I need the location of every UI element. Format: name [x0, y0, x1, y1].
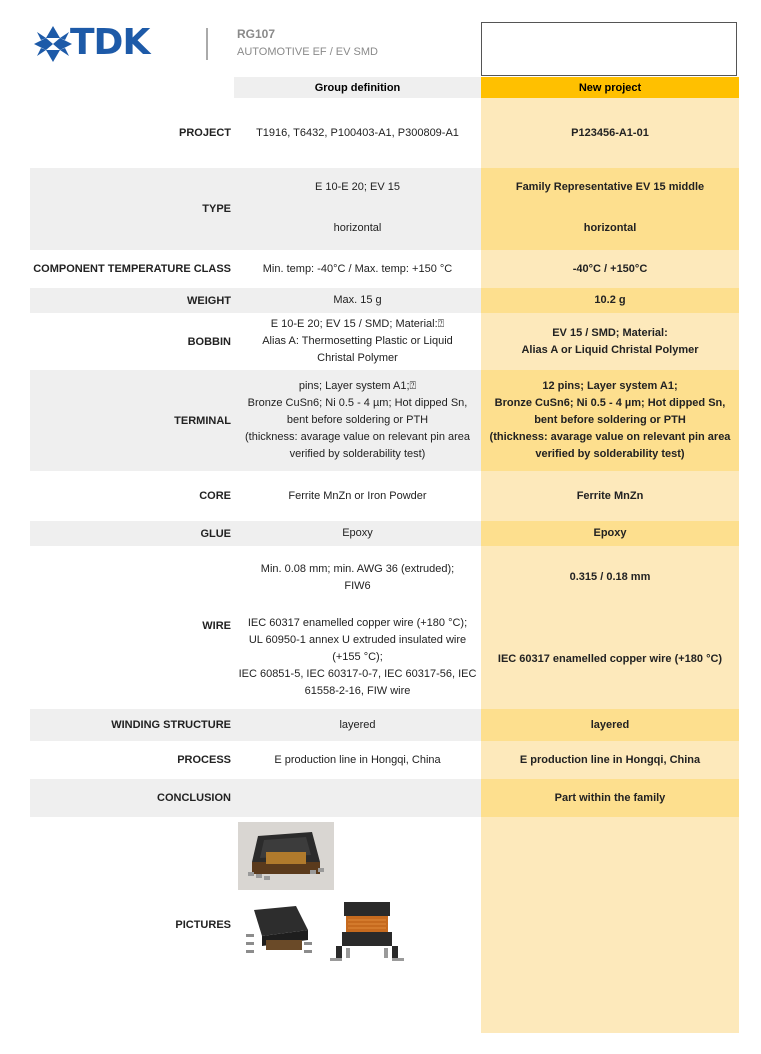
- group-value: pins; Layer system A1;⍰ Bronze CuSn6; Ni 0.5 - 4 µm; Hot dipped Sn, bent before soldering or PTH (thickness: avarage value on relevant pin area verified by solderability test): [234, 370, 481, 471]
- row-label: COMPONENT TEMPERATURE CLASS: [33, 263, 231, 275]
- component-photo-1: [238, 822, 334, 890]
- row-weight: [30, 288, 739, 313]
- row-process: [30, 741, 739, 779]
- row-terminal: [30, 370, 739, 471]
- row-winding-structure: [30, 709, 739, 741]
- row-label: WINDING STRUCTURE: [30, 709, 234, 741]
- new-value: EV 15 / SMD; Material: Alias A or Liquid Christal Polymer: [521, 326, 699, 356]
- new-value: E production line in Hongqi, China: [519, 753, 701, 766]
- row-type: [30, 168, 739, 250]
- new-value: layered: [481, 709, 739, 741]
- column-header-new-project: New project: [481, 77, 739, 98]
- row-label: CONCLUSION: [30, 779, 234, 817]
- project-box: [481, 22, 737, 76]
- new-value: 12 pins; Layer system A1; Bronze CuSn6; Ni 0.5 - 4 µm; Hot dipped Sn, bent before soldering or PTH (thickness: avarage value on relevant pin area verified by solderability test): [481, 370, 739, 471]
- new-value: Family Representative EV 15 middle horizontal: [481, 168, 739, 250]
- group-value: [234, 779, 481, 817]
- document-subtitle: AUTOMOTIVE EF / EV SMD: [237, 46, 378, 58]
- new-value: Part within the family: [481, 779, 739, 817]
- row-label: PROCESS: [177, 754, 231, 766]
- row-glue: [30, 521, 739, 546]
- group-value: Epoxy: [234, 521, 481, 546]
- new-value: -40°C / +150°C: [572, 262, 648, 275]
- row-project: [30, 98, 739, 168]
- row-label: WIRE: [202, 620, 231, 632]
- group-value: E 10-E 20; EV 15 horizontal: [234, 168, 481, 250]
- row-conclusion: [30, 779, 739, 817]
- new-value: P123456-A1-01: [571, 126, 649, 139]
- row-label: TYPE: [30, 168, 234, 250]
- row-label: WEIGHT: [30, 288, 234, 313]
- tdk-logo-icon: [34, 26, 72, 62]
- component-photo-3: [326, 896, 408, 968]
- group-value: layered: [234, 709, 481, 741]
- row-label: GLUE: [30, 521, 234, 546]
- brand-logo-text: TDK: [70, 22, 150, 63]
- group-value: Min. 0.08 mm; min. AWG 36 (extruded); FIW6 IEC 60317 enamelled copper wire (+180 °C); UL 60950-1 annex U extruded insulated wire (+155 °C); IEC 60851-5, IEC 60317-0-7, IEC 60317-56, IEC 61558-2-16, FIW wire: [238, 563, 477, 697]
- row-wire: [30, 546, 739, 709]
- row-label: TERMINAL: [30, 370, 234, 471]
- group-value: E production line in Hongqi, China: [274, 753, 441, 766]
- document-code: RG107: [237, 27, 276, 41]
- new-value: 0.315 / 0.18 mm IEC 60317 enamelled copper wire (+180 °C): [497, 571, 723, 665]
- row-core: [30, 471, 739, 521]
- group-value: Ferrite MnZn or Iron Powder: [288, 489, 427, 502]
- group-value: Min. temp: -40°C / Max. temp: +150 °C: [262, 262, 453, 275]
- group-value: T1916, T6432, P100403-A1, P300809-A1: [256, 126, 459, 139]
- row-label: BOBBIN: [187, 335, 231, 348]
- row-label: PROJECT: [179, 127, 231, 139]
- header-divider: [206, 28, 208, 60]
- row-bobbin: [30, 313, 739, 370]
- column-header-group-definition: Group definition: [234, 77, 481, 98]
- new-value: Epoxy: [481, 521, 739, 546]
- row-label: PICTURES: [175, 919, 231, 931]
- row-label: CORE: [199, 490, 231, 502]
- new-value: 10.2 g: [481, 288, 739, 313]
- group-value: E 10-E 20; EV 15 / SMD; Material:⍰ Alias A: Thermosetting Plastic or Liquid Christal Polymer: [262, 318, 453, 364]
- component-photo-2: [238, 896, 318, 968]
- new-value: Ferrite MnZn: [576, 489, 644, 502]
- row-temperature-class: [30, 250, 739, 288]
- group-value: Max. 15 g: [234, 288, 481, 313]
